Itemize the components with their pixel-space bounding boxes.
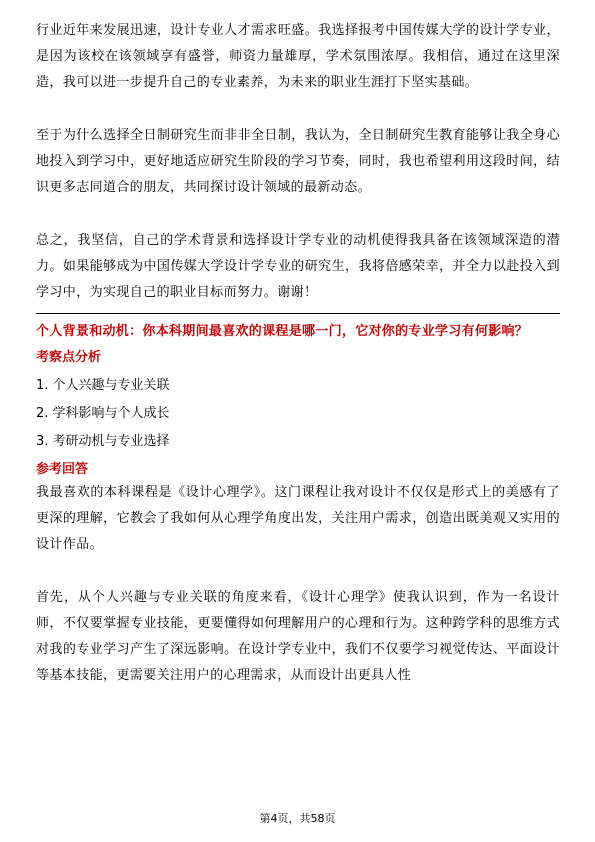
paragraph-spacer xyxy=(36,96,560,123)
list-item: 3. 考研动机与专业选择 xyxy=(36,434,170,449)
analysis-list xyxy=(36,372,560,456)
answer-paragraph: 首先，从个人兴趣与专业关联的角度来看，《设计心理学》使我认识到，作为一名设计师，不仅要掌握专业技能，更要懂得如何理解用户的心理和行为。这种跨学科的思维方式对我的专业学习产生了深远影响。在设计学专业中，我们不仅要学习视觉传达、平面设计等基本技能，更需要关注用户的心理需求，从而设计出更具人性 xyxy=(36,590,560,683)
answer-heading: 参考回答 xyxy=(36,462,89,477)
analysis-heading: 考察点分析 xyxy=(36,350,102,365)
page-content xyxy=(36,18,560,689)
list-item: 1. 个人兴趣与专业关联 xyxy=(36,378,170,393)
body-paragraph: 总之，我坚信，自己的学术背景和选择设计学专业的动机使得我具备在该领域深造的潜力。如果能够成为中国传媒大学设计学专业的研究生，我将倍感荣幸，并全力以赴投入到学习中，为实现自己的职业目标而努力。谢谢！ xyxy=(36,233,560,300)
interview-question: 个人背景和动机：你本科期间最喜欢的课程是哪一门，它对你的专业学习有何影响？ xyxy=(36,324,529,339)
page-number: 第4页，共58页 xyxy=(259,812,336,825)
paragraph-spacer xyxy=(36,558,560,585)
body-paragraph: 至于为什么选择全日制研究生而非非全日制，我认为，全日制研究生教育能够让我全身心地投入到学习中，更好地适应研究生阶段的学习节奏，同时，我也希望利用这段时间，结识更多志同道合的朋友，共同探讨设计领域的最新动态。 xyxy=(36,128,560,195)
section-divider xyxy=(36,313,560,314)
answer-paragraph: 我最喜欢的本科课程是《设计心理学》。这门课程让我对设计不仅仅是形式上的美感有了更深的理解，它教会了我如何从心理学角度出发，关注用户需求，创造出既美观又实用的设计作品。 xyxy=(36,485,560,552)
body-paragraph: 行业近年来发展迅速，设计专业人才需求旺盛。我选择报考中国传媒大学的设计学专业，是因为该校在该领域享有盛誉，师资力量雄厚，学术氛围浓厚。我相信，通过在这里深造，我可以进一步提升自己的专业素养，为未来的职业生涯打下坚实基础。 xyxy=(36,23,560,90)
paragraph-spacer xyxy=(36,201,560,228)
list-item: 2. 学科影响与个人成长 xyxy=(36,406,170,421)
